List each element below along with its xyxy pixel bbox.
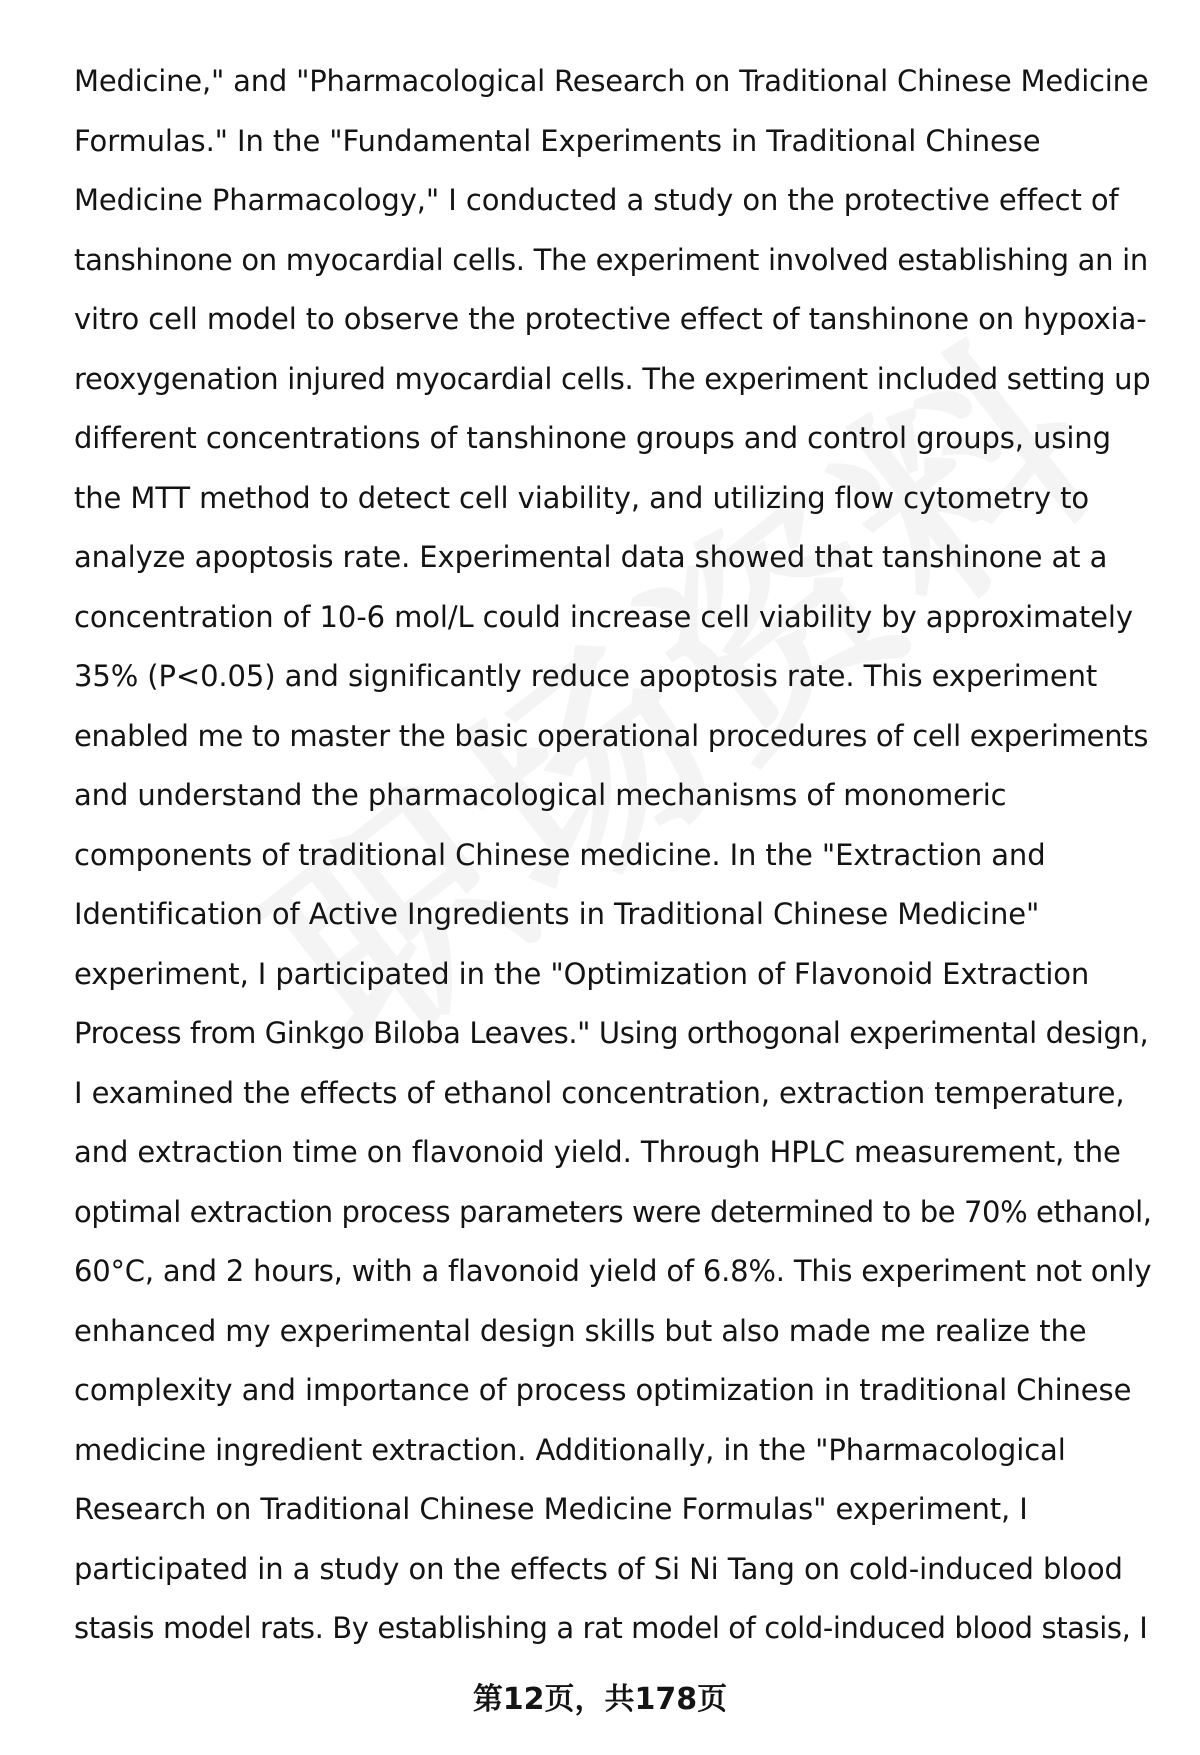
text-line: reoxygenation injured myocardial cells. The experiment included setting up <box>74 361 1151 396</box>
text-line: stasis model rats. By establishing a rat model of cold-induced blood stasis, I <box>74 1611 1148 1645</box>
text-line: the MTT method to detect cell viability, and utilizing flow cytometry to <box>74 480 1089 515</box>
text-line: experiment, I participated in the "Optimization of Flavonoid Extraction <box>74 956 1090 991</box>
text-line: analyze apoptosis rate. Experimental data showed that tanshinone at a <box>74 540 1108 574</box>
text-line: participated in a study on the effects of Si Ni Tang on cold-induced blood <box>74 1551 1123 1586</box>
text-line: different concentrations of tanshinone groups and control groups, using <box>74 421 1111 455</box>
text-line: Identification of Active Ingredients in Traditional Chinese Medicine" <box>74 897 1040 931</box>
text-line: Medicine," and "Pharmacological Research on Traditional Chinese Medicine <box>74 64 1149 98</box>
text-line: Medicine Pharmacology," I conducted a study on the protective effect of <box>74 183 1119 217</box>
page-number-footer: 第12页，共178页 <box>472 1682 728 1717</box>
text-line: components of traditional Chinese medicine. In the "Extraction and <box>74 837 1046 872</box>
text-line: and understand the pharmacological mechanisms of monomeric <box>74 778 1007 812</box>
text-line: Research on Traditional Chinese Medicine Formulas" experiment, I <box>74 1492 1028 1526</box>
text-line: tanshinone on myocardial cells. The experiment involved establishing an in <box>74 242 1148 277</box>
text-line: 35% (P<0.05) and significantly reduce apoptosis rate. This experiment <box>74 659 1098 693</box>
text-line: I examined the effects of ethanol concentration, extraction temperature, <box>74 1075 1125 1110</box>
text-line: concentration of 10-6 mol/L could increase cell viability by approximately <box>74 599 1133 634</box>
text-line: medicine ingredient extraction. Additionally, in the "Pharmacological <box>74 1432 1066 1467</box>
text-line: enhanced my experimental design skills but also made me realize the <box>74 1313 1087 1348</box>
text-line: and extraction time on flavonoid yield. Through HPLC measurement, the <box>74 1135 1121 1169</box>
text-line: Formulas." In the "Fundamental Experiments in Traditional Chinese <box>74 123 1041 158</box>
text-line: optimal extraction process parameters were determined to be 70% ethanol, <box>74 1194 1152 1229</box>
text-line: complexity and importance of process optimization in traditional Chinese <box>74 1373 1132 1407</box>
text-line: 60°C, and 2 hours, with a flavonoid yield of 6.8%. This experiment not only <box>74 1254 1152 1288</box>
text-line: vitro cell model to observe the protective effect of tanshinone on hypoxia- <box>74 302 1147 336</box>
text-line: Process from Ginkgo Biloba Leaves." Using orthogonal experimental design, <box>74 1016 1149 1050</box>
text-line: enabled me to master the basic operational procedures of cell experiments <box>74 718 1149 753</box>
body-text <box>74 52 1154 1659</box>
